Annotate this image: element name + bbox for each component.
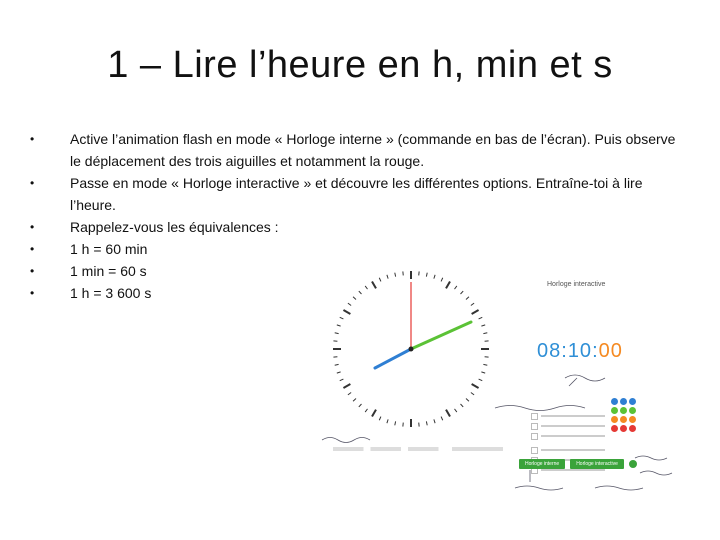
handwritten-notes [485, 358, 685, 508]
bullet-item: • Rappelez-vous les équivalences : [30, 216, 690, 238]
clock-tick [337, 325, 341, 326]
bullet-item: • 1 h = 3 600 s [30, 282, 690, 304]
digital-minutes: 10 [567, 340, 593, 362]
clock-app-screenshot [285, 218, 685, 508]
interactive-clock-button[interactable]: Horloge interactive [570, 459, 624, 469]
clock-tick [441, 417, 443, 421]
slide-title: 1 – Lire l’heure en h, min et s [107, 44, 613, 86]
clock-tick [387, 275, 388, 279]
clock-tick [479, 317, 483, 319]
clock-tick [395, 273, 396, 277]
clock-tick [365, 286, 367, 289]
clock-tick [434, 275, 435, 279]
clock-tick [466, 297, 469, 300]
clock-tick [441, 278, 443, 282]
clock-tick [471, 392, 474, 394]
clock-tick [340, 379, 344, 381]
clock-tick [426, 421, 427, 425]
clock-tick [466, 399, 469, 402]
digital-clock: 08:10:00 [537, 340, 623, 362]
clock-tick [461, 404, 464, 407]
clock-tick [454, 286, 456, 289]
clock-tick [387, 419, 388, 423]
clock-tick [353, 399, 356, 402]
clock-tick [365, 409, 367, 412]
clock-tick [446, 281, 450, 288]
clock-tick [481, 325, 485, 326]
clock-tick [379, 417, 381, 421]
bullet-item: • Passe en mode « Horloge interactive » et découvre les différentes options. Entraîne-toi à lire l’heure. [30, 172, 690, 216]
clock-tick [483, 333, 487, 334]
bullet-item: • 1 min = 60 s [30, 260, 690, 282]
clock-tick [454, 409, 456, 412]
clock-tick [343, 310, 350, 314]
clock-tick [426, 273, 427, 277]
clock-tick [348, 392, 351, 394]
handwritten-note-left [320, 428, 380, 458]
clock-tick [446, 410, 450, 417]
minute-hand [411, 322, 471, 349]
clock-tick [337, 372, 341, 373]
hour-hand [375, 349, 411, 368]
clock-tick [359, 404, 362, 407]
digital-seconds: 00 [598, 340, 623, 362]
clock-tick [472, 384, 479, 388]
clock-tick [395, 421, 396, 425]
clock-tick [461, 291, 464, 294]
clock-tick [343, 384, 350, 388]
internal-clock-button[interactable]: Horloge interne [519, 459, 565, 469]
clock-tick [479, 379, 483, 381]
clock-tick [335, 364, 339, 365]
clock-tick [379, 278, 381, 282]
clock-tick [372, 281, 376, 288]
clock-tick [434, 419, 435, 423]
clock-tick [353, 297, 356, 300]
clock-tick [340, 317, 344, 319]
panel-title: Horloge interactive [547, 281, 606, 288]
digital-hours: 08 [537, 340, 562, 362]
clock-tick [335, 333, 339, 334]
clock-tick [348, 303, 351, 305]
clock-center [409, 347, 414, 352]
bullet-item: • Active l’animation flash en mode « Horloge interne » (commande en bas de l’écran). Puis observe le déplacement des trois aiguilles et notamment la rouge. [30, 128, 690, 172]
clock-tick [472, 310, 479, 314]
bullet-item: • 1 h = 60 min [30, 238, 690, 260]
clock-tick [359, 291, 362, 294]
clock-tick [471, 303, 474, 305]
clock-tick [372, 410, 376, 417]
